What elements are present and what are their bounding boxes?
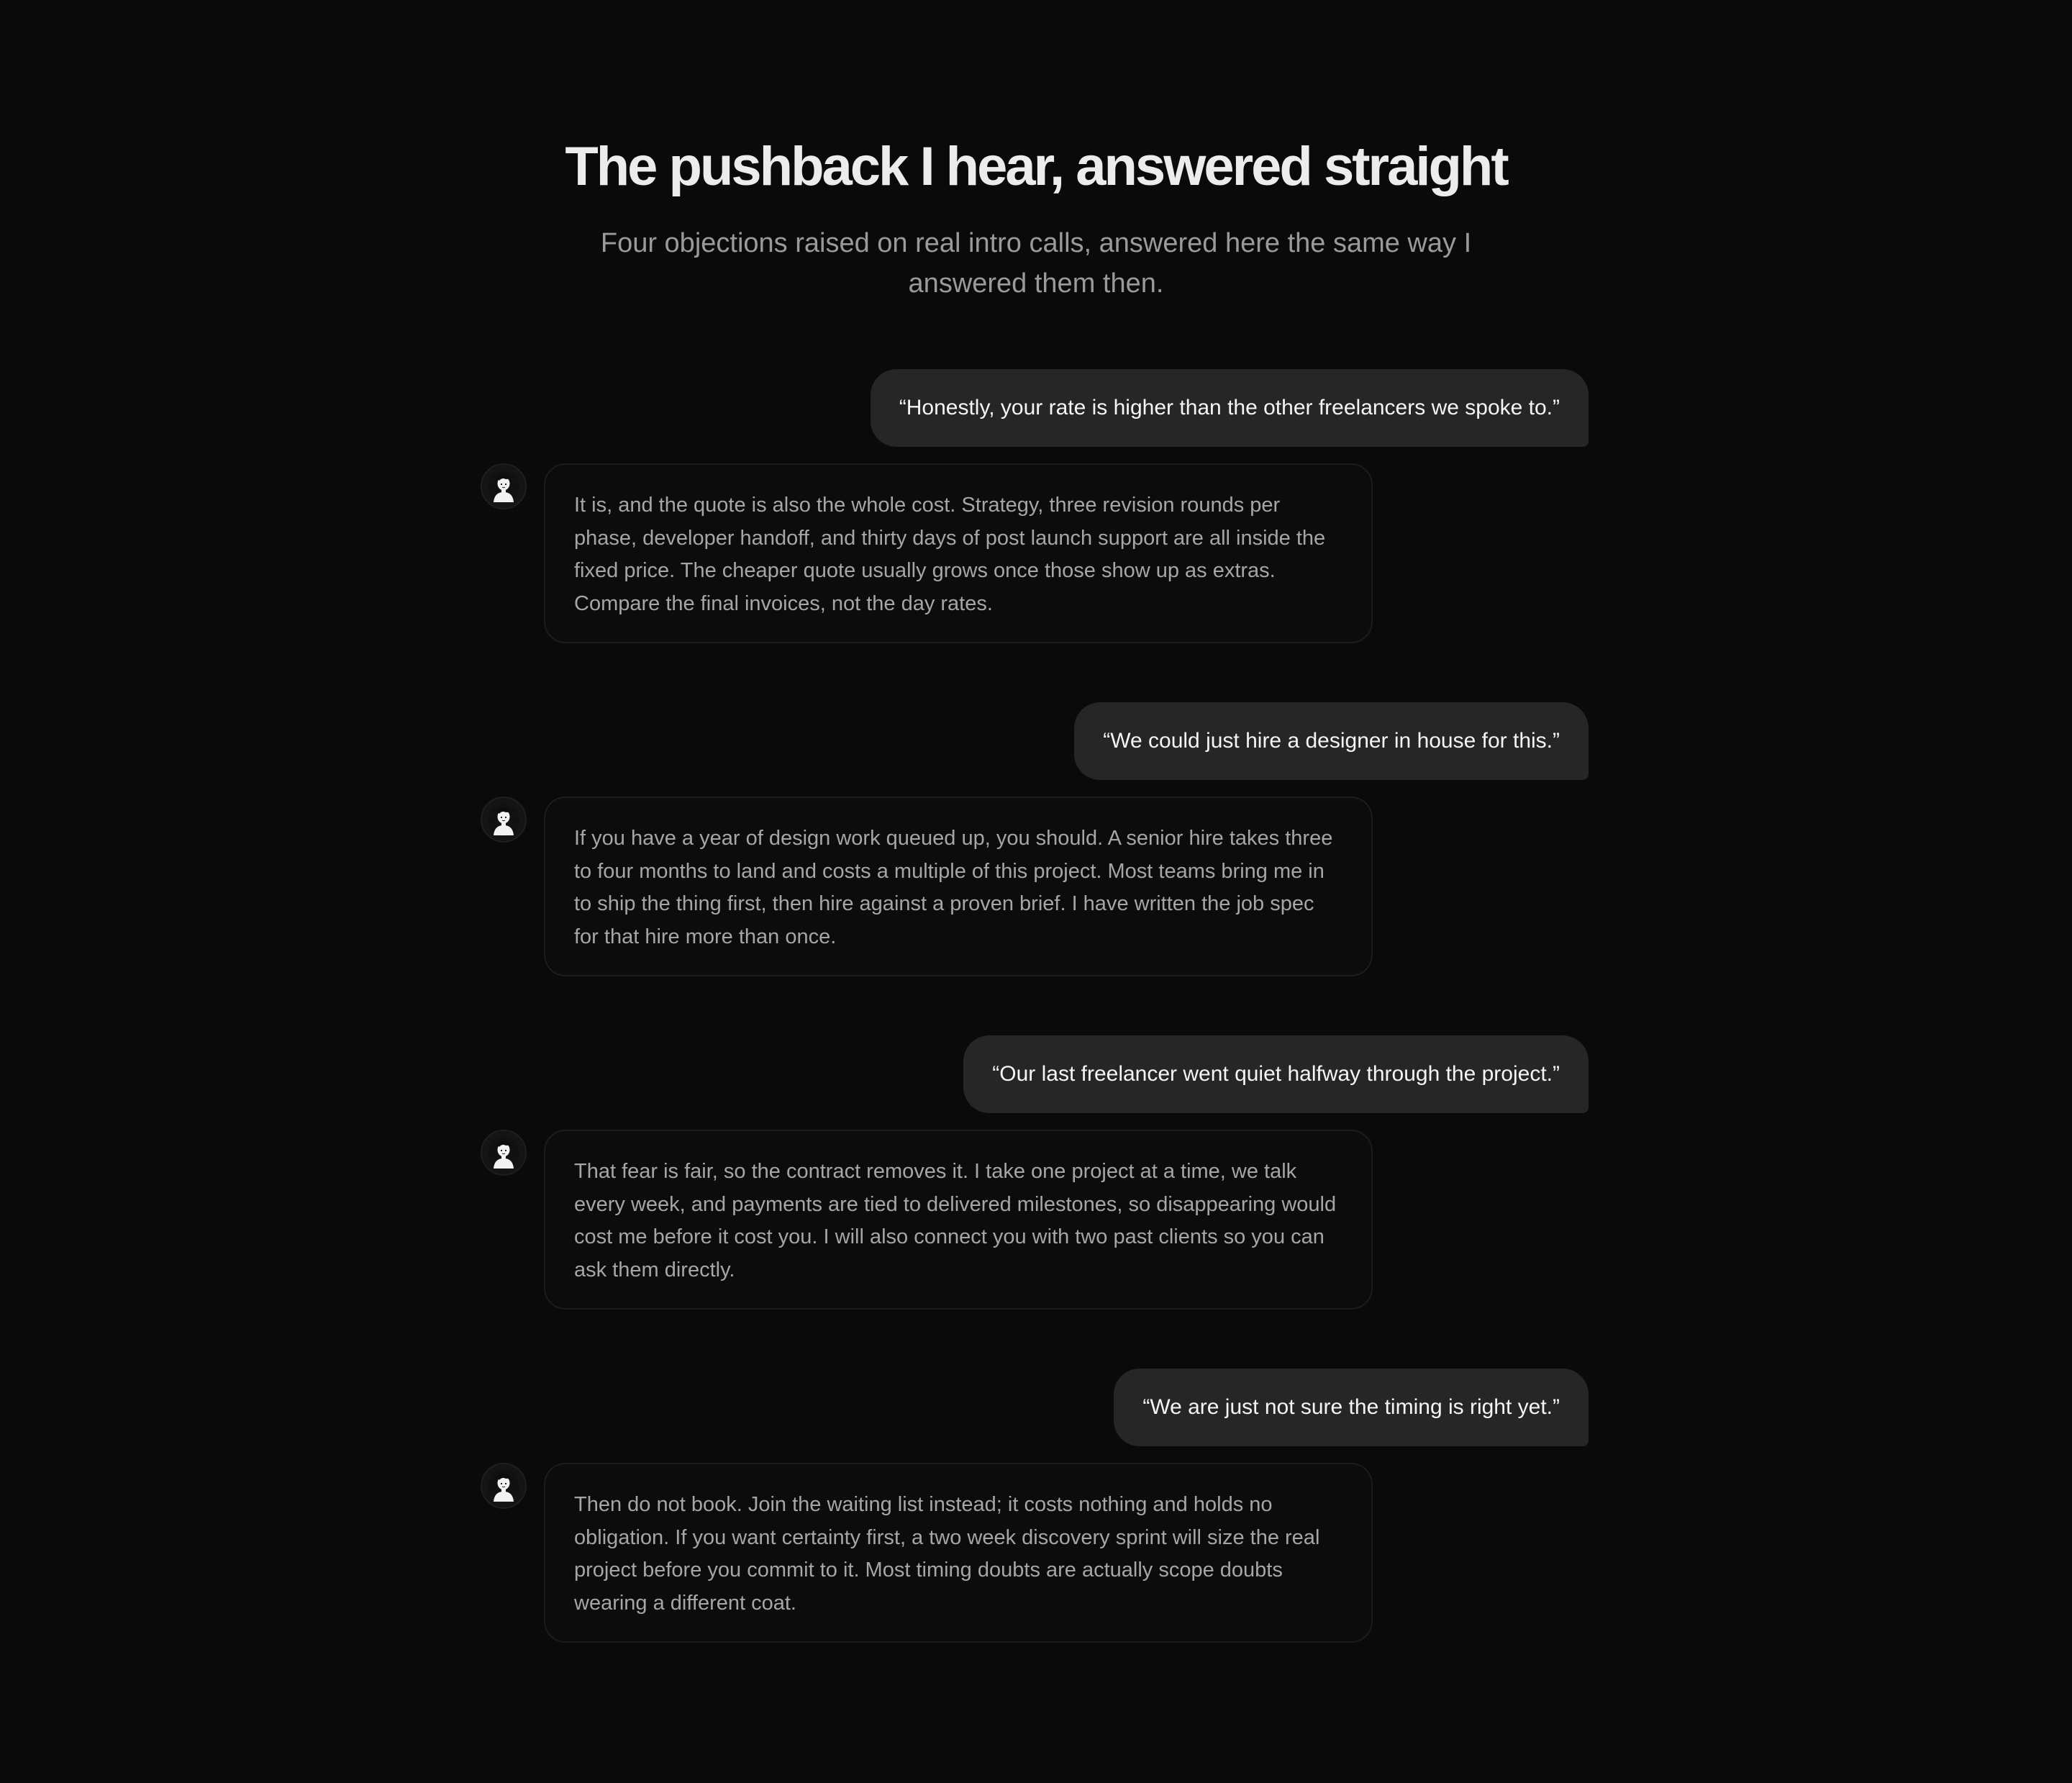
answer-row xyxy=(481,1463,1373,1643)
page-subtitle: Four objections raised on real intro calls, answered here the same way I answered them then. xyxy=(600,228,1472,299)
designer-avatar-icon xyxy=(481,1463,527,1509)
designer-avatar-icon xyxy=(481,1130,527,1176)
answer-bubble: Then do not book. Join the waiting list instead; it costs nothing and holds no obligation. If you want certainty first, a two week discovery sprint will size the real project before you commit to it. Most timing doubts are actually scope doubts wearing a different coat. xyxy=(544,1463,1373,1643)
answer-bubble: If you have a year of design work queued up, you should. A senior hire takes three to four months to land and costs a multiple of this project. Most teams bring me in to ship the thing first, then hire against a proven brief. I have written the job spec for that hire more than once. xyxy=(544,797,1373,976)
objection-bubble: “We could just hire a designer in house for this.” xyxy=(1074,702,1589,780)
exchange-2 xyxy=(481,700,1589,1033)
objection-bubble: “Honestly, your rate is higher than the other freelancers we spoke to.” xyxy=(871,369,1589,447)
exchange-1 xyxy=(481,367,1589,700)
answer-row xyxy=(481,1130,1373,1310)
answer-bubble: It is, and the quote is also the whole cost. Strategy, three revision rounds per phase, developer handoff, and thirty days of post launch support are all inside the fixed price. The cheaper quote usually grows once those show up as extras. Compare the final invoices, not the day rates. xyxy=(544,463,1373,643)
question-row xyxy=(871,369,1589,447)
exchange-4 xyxy=(481,1366,1589,1700)
objection-bubble: “Our last freelancer went quiet halfway through the project.” xyxy=(963,1035,1589,1113)
page-title: The pushback I hear, answered straight xyxy=(565,136,1507,197)
objection-bubble: “We are just not sure the timing is right yet.” xyxy=(1114,1369,1589,1446)
section-header xyxy=(0,128,2072,304)
answer-row xyxy=(481,463,1373,643)
designer-avatar-icon xyxy=(481,797,527,843)
question-row xyxy=(963,1035,1589,1113)
question-row xyxy=(1114,1369,1589,1446)
conversation-thread xyxy=(481,367,1589,1700)
question-row xyxy=(1074,702,1589,780)
answer-bubble: That fear is fair, so the contract removes it. I take one project at a time, we talk every week, and payments are tied to delivered milestones, so disappearing would cost me before it cost you. I will also connect you with two past clients so you can ask them directly. xyxy=(544,1130,1373,1310)
designer-avatar-icon xyxy=(481,463,527,509)
exchange-3 xyxy=(481,1033,1589,1366)
answer-row xyxy=(481,797,1373,976)
